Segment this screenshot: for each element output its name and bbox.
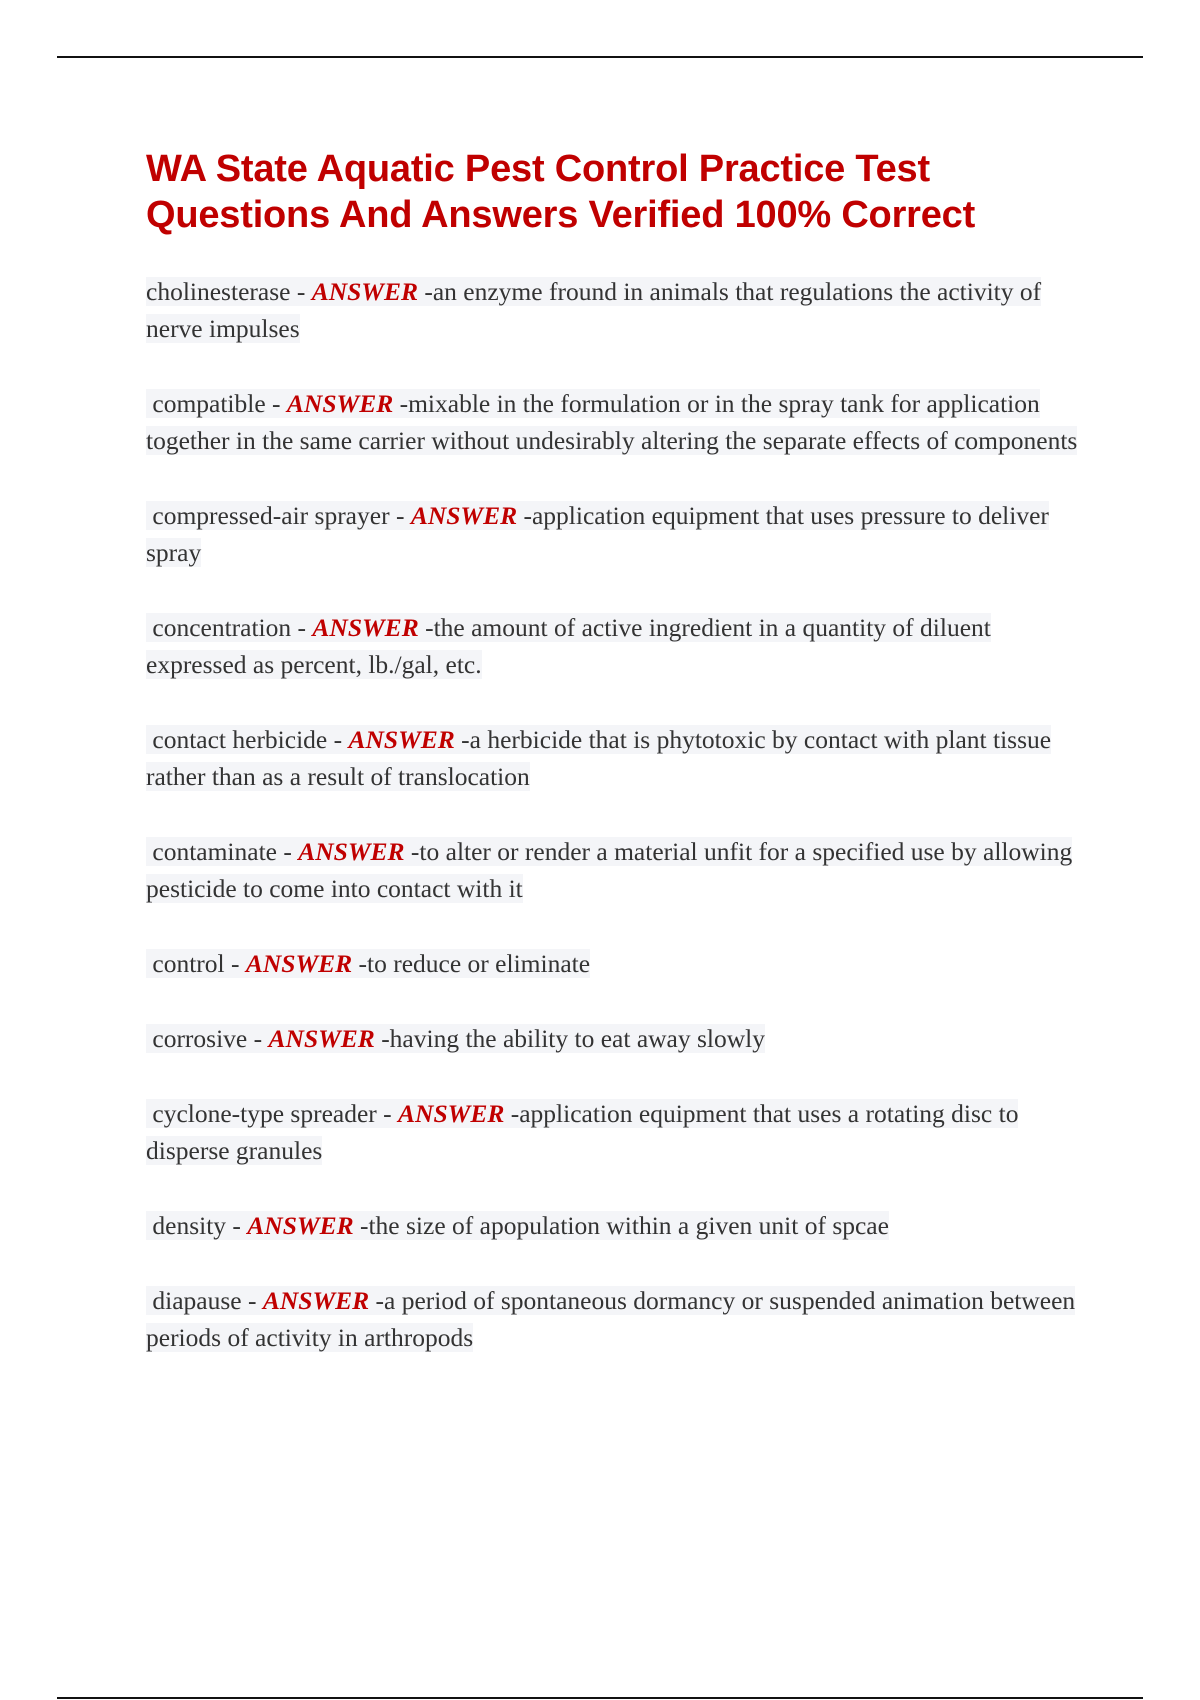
bottom-rule	[57, 1697, 1143, 1699]
qa-definition: -having the ability to eat away slowly	[381, 1024, 766, 1053]
qa-term: cyclone-type spreader	[152, 1099, 377, 1128]
answer-keyword: ANSWER	[286, 389, 394, 418]
qa-definition: -a period of spontaneous dormancy or suspended animation between periods of activity in arthropods	[146, 1286, 1076, 1352]
title-line-2: Questions And Answers Verified 100% Correct	[146, 194, 976, 236]
qa-definition: -an enzyme fround in animals that regulations the activity of nerve impulses	[146, 277, 1042, 343]
qa-separator: -	[376, 1099, 399, 1128]
qa-separator: -	[327, 725, 349, 754]
qa-separator: -	[389, 501, 411, 530]
qa-entry	[146, 273, 1086, 347]
qa-list	[146, 273, 1086, 1394]
answer-keyword: ANSWER	[262, 1286, 370, 1315]
answer-keyword: ANSWER	[311, 277, 418, 306]
qa-separator: -	[277, 837, 299, 866]
qa-separator: -	[247, 1024, 269, 1053]
page-title	[146, 146, 1106, 238]
qa-separator: -	[241, 1286, 263, 1315]
qa-entry	[146, 945, 1086, 982]
qa-term: density	[152, 1211, 227, 1240]
qa-entry	[146, 1020, 1086, 1057]
qa-entry	[146, 1282, 1086, 1356]
answer-keyword: ANSWER	[398, 1099, 505, 1128]
qa-separator: -	[226, 1211, 248, 1240]
qa-definition: -a herbicide that is phytotoxic by contact with plant tissue rather than as a result of translocation	[146, 725, 1052, 791]
qa-term: diapause	[152, 1286, 242, 1315]
qa-definition: -mixable in the formulation or in the spray tank for application together in the same carrier without undesirably altering the separate effects of components	[146, 389, 1078, 455]
qa-separator: -	[265, 389, 287, 418]
qa-entry	[146, 721, 1086, 795]
qa-term: compressed-air sprayer	[152, 501, 390, 530]
qa-definition: -to alter or render a material unfit for a specified use by allowing pesticide to come into contact with it	[146, 837, 1073, 903]
qa-entry	[146, 609, 1086, 683]
qa-term: contact herbicide	[152, 725, 328, 754]
qa-entry	[146, 833, 1086, 907]
qa-term: concentration	[152, 613, 292, 642]
answer-keyword: ANSWER	[268, 1024, 375, 1053]
qa-entry	[146, 1095, 1086, 1169]
answer-keyword: ANSWER	[312, 613, 419, 642]
qa-term: contaminate	[152, 837, 277, 866]
title-line-1: WA State Aquatic Pest Control Practice Test	[146, 148, 930, 190]
qa-definition: -the amount of active ingredient in a quantity of diluent expressed as percent, lb./gal, etc.	[146, 613, 991, 679]
qa-definition: -the size of apopulation within a given unit of spcae	[359, 1211, 889, 1240]
qa-separator: -	[224, 949, 246, 978]
qa-definition: -application equipment that uses pressure to deliver spray	[146, 501, 1049, 567]
qa-entry	[146, 1207, 1086, 1244]
qa-entry	[146, 385, 1086, 459]
qa-definition: -to reduce or eliminate	[358, 949, 591, 978]
qa-term: cholinesterase	[146, 277, 291, 306]
qa-term: corrosive	[152, 1024, 248, 1053]
qa-separator: -	[291, 613, 313, 642]
qa-term: compatible	[152, 389, 266, 418]
answer-keyword: ANSWER	[348, 725, 455, 754]
qa-entry	[146, 497, 1086, 571]
qa-separator: -	[290, 277, 312, 306]
top-rule	[57, 56, 1143, 58]
qa-definition: -application equipment that uses a rotating disc to disperse granules	[146, 1099, 1019, 1165]
answer-keyword: ANSWER	[298, 837, 405, 866]
qa-term: control	[152, 949, 225, 978]
answer-keyword: ANSWER	[247, 1211, 354, 1240]
answer-keyword: ANSWER	[410, 501, 518, 530]
answer-keyword: ANSWER	[245, 949, 353, 978]
